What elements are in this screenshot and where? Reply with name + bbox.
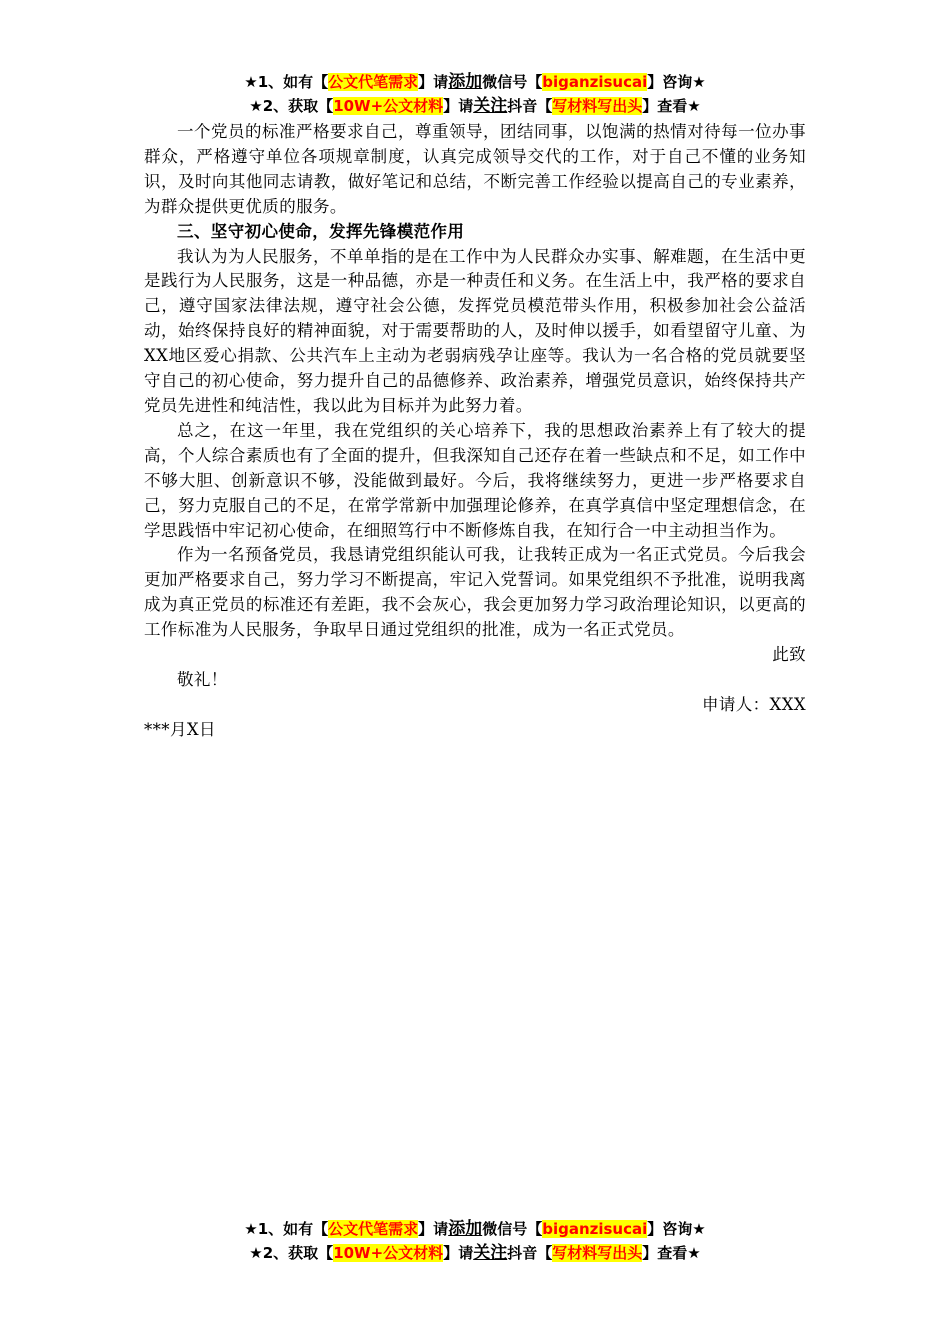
paragraph: 一个党员的标准严格要求自己，尊重领导，团结同事，以饱满的热情对待每一位办事群众，严格遵守单位各项规章制度，认真完成领导交代的工作，对于自己不懂的业务知识，及时向其他同志请教，做好笔记和总结，不断完善工作经验以提高自己的专业素养，为群众提供更优质的服务。 [144,122,806,216]
paragraph: 总之，在这一年里，我在党组织的关心培养下，我的思想政治素养上有了较大的提高，个人综合素质也有了全面的提升，但我深知自己还存在着一些缺点和不足，如工作中不够大胆、创新意识不够，没能做到最好。今后，我将继续努力，更进一步严格要求自己，努力克服自己的不足，在常学常新中加强理论修养，在真学真信中坚定理想信念，在学思践悟中牢记初心使命，在细照笃行中不断修炼自我，在知行合一中主动担当作为。 [144,420,806,540]
promo-line-2: ★2、获取【10W+公文材料】请关注抖音【写材料写出头】查看★ [249,1243,701,1263]
document-body [144,120,806,743]
highlight-wechat-id: biganzisucai [542,73,648,91]
section-heading: 三、坚守初心使命，发挥先锋模范作用 [177,221,465,241]
bottom-promo-banner [0,1217,950,1265]
top-promo-banner [0,70,950,118]
highlight-materials: 10W+公文材料 [333,1244,444,1262]
paragraph: 作为一名预备党员，我恳请党组织能认可我，让我转正成为一名正式党员。今后我会更加严格要求自己，努力学习不断提高，牢记入党誓词。如果党组织不予批准，说明我离成为真正党员的标准还有差距，我不会灰心，我会更加努力学习政治理论知识，以更高的工作标准为人民服务，争取早日通过党组织的批准，成为一名正式党员。 [144,545,806,640]
highlight-materials: 10W+公文材料 [333,97,444,115]
highlight-douyin-account: 写材料写出头 [552,1244,643,1262]
highlight-service: 公文代笔需求 [328,1220,419,1238]
closing-respect: 敬礼！ [177,669,228,689]
signature: 申请人：XXX [701,694,806,714]
highlight-wechat-id: biganzisucai [542,1220,648,1238]
highlight-douyin-account: 写材料写出头 [552,97,643,115]
highlight-service: 公文代笔需求 [328,73,419,91]
date: ***月X日 [144,719,216,739]
paragraph: 我认为为人民服务，不单单指的是在工作中为人民群众办实事、解难题，在生活中更是践行为人民服务，这是一种品德，亦是一种责任和义务。在生活上中，我严格的要求自己，遵守国家法律法规，遵守社会公德，发挥党员模范带头作用，积极参加社会公益活动，始终保持良好的精神面貌，对于需要帮助的人，及时伸以援手，如看望留守儿童、为XX地区爱心捐款、公共汽车上主动为老弱病残孕让座等。我认为一名合格的党员就要坚守自己的初心使命，努力提升自己的品德修养、政治素养，增强党员意识，始终保持共产党员先进性和纯洁性，我以此为目标并为此努力着。 [144,246,806,415]
promo-line-1: ★1、如有【公文代笔需求】请添加微信号【biganzisucai】咨询★ [244,1219,706,1239]
promo-line-2: ★2、获取【10W+公文材料】请关注抖音【写材料写出头】查看★ [249,96,701,116]
closing-salutation: 此致 [772,645,806,665]
promo-line-1: ★1、如有【公文代笔需求】请添加微信号【biganzisucai】咨询★ [244,72,706,92]
